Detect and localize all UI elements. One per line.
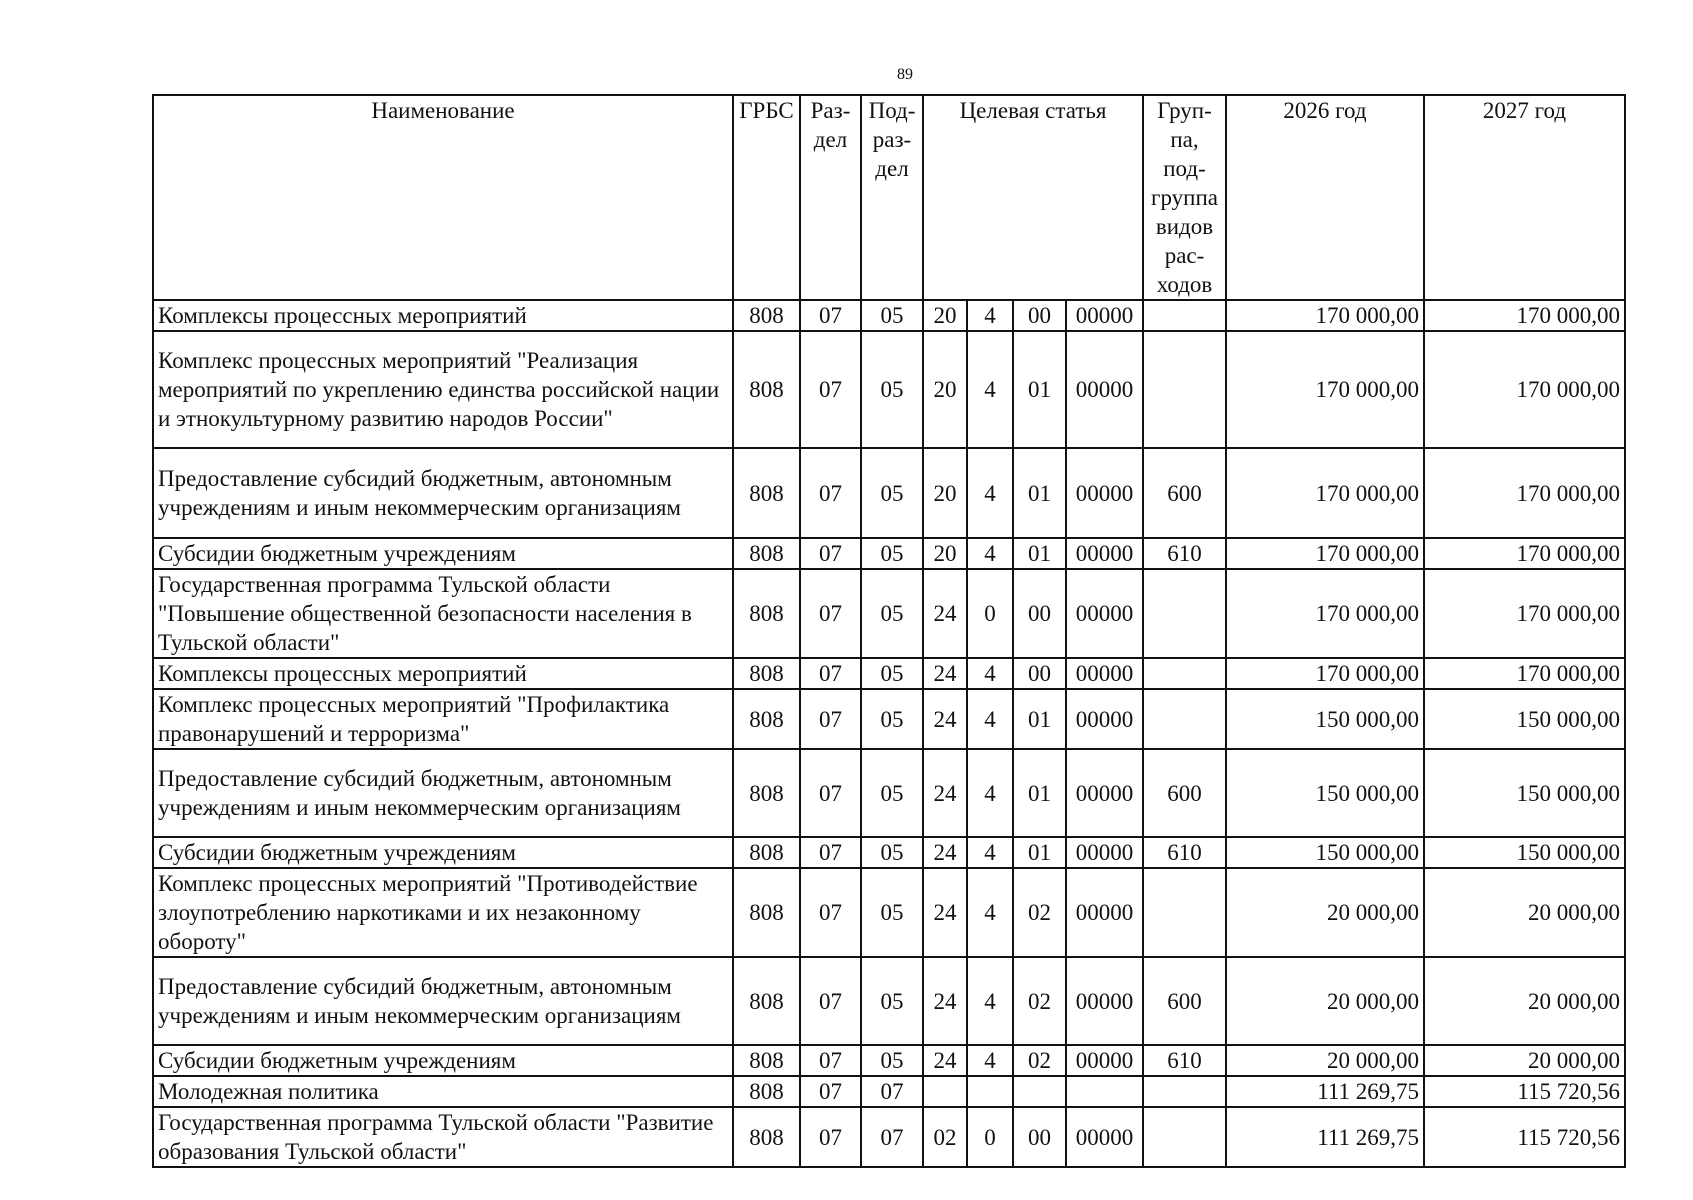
cell-target-direction: 00000 (1066, 300, 1143, 331)
cell-grbs: 808 (733, 569, 800, 658)
cell-target-complex: 02 (1013, 1045, 1066, 1076)
cell-year-2026: 170 000,00 (1226, 658, 1424, 689)
table-row (153, 448, 1625, 538)
cell-year-2027: 20 000,00 (1424, 868, 1625, 957)
cell-expense-group (1143, 1107, 1226, 1167)
cell-grbs: 808 (733, 957, 800, 1045)
cell-target-type: 4 (967, 749, 1013, 837)
cell-target-direction: 00000 (1066, 1107, 1143, 1167)
table-row (153, 689, 1625, 749)
header-year-2026: 2026 год (1226, 95, 1424, 300)
cell-name: Субсидии бюджетным учреждениям (153, 538, 733, 569)
cell-expense-group (1143, 689, 1226, 749)
cell-target-type: 4 (967, 300, 1013, 331)
cell-grbs: 808 (733, 658, 800, 689)
cell-name: Предоставление субсидий бюджетным, автономным учреждениям и иным некоммерческим организациям (153, 749, 733, 837)
table-row (153, 868, 1625, 957)
cell-target-program: 24 (923, 569, 967, 658)
cell-expense-group: 610 (1143, 1045, 1226, 1076)
cell-grbs: 808 (733, 300, 800, 331)
cell-target-program: 24 (923, 689, 967, 749)
cell-target-direction: 00000 (1066, 1045, 1143, 1076)
cell-razdel: 07 (800, 1076, 861, 1107)
page-number: 89 (897, 66, 913, 83)
header-grbs: ГРБС (733, 95, 800, 300)
cell-name: Субсидии бюджетным учреждениям (153, 837, 733, 868)
cell-target-program: 24 (923, 1045, 967, 1076)
header-razdel: Раз-дел (800, 95, 861, 300)
cell-target-direction: 00000 (1066, 658, 1143, 689)
cell-expense-group (1143, 569, 1226, 658)
cell-target-program: 24 (923, 957, 967, 1045)
cell-name: Предоставление субсидий бюджетным, автономным учреждениям и иным некоммерческим организациям (153, 957, 733, 1045)
cell-expense-group (1143, 868, 1226, 957)
cell-razdel: 07 (800, 569, 861, 658)
cell-target-program (923, 1076, 967, 1107)
cell-name: Комплексы процессных мероприятий (153, 300, 733, 331)
cell-target-type: 4 (967, 689, 1013, 749)
cell-year-2027: 150 000,00 (1424, 749, 1625, 837)
cell-razdel: 07 (800, 689, 861, 749)
cell-grbs: 808 (733, 538, 800, 569)
cell-grbs: 808 (733, 749, 800, 837)
cell-target-type: 4 (967, 837, 1013, 868)
cell-year-2026: 20 000,00 (1226, 1045, 1424, 1076)
cell-name: Комплекс процессных мероприятий "Противодействие злоупотреблению наркотиками и их незаконному обороту" (153, 868, 733, 957)
table-header (153, 95, 1625, 300)
cell-target-type: 4 (967, 1045, 1013, 1076)
table-row (153, 957, 1625, 1045)
cell-grbs: 808 (733, 837, 800, 868)
cell-year-2027: 170 000,00 (1424, 300, 1625, 331)
cell-target-type: 4 (967, 538, 1013, 569)
header-target-article: Целевая статья (923, 95, 1143, 300)
cell-target-direction: 00000 (1066, 957, 1143, 1045)
cell-name: Субсидии бюджетным учреждениям (153, 1045, 733, 1076)
cell-podrazdel: 05 (861, 749, 923, 837)
cell-year-2026: 20 000,00 (1226, 868, 1424, 957)
cell-target-complex: 01 (1013, 749, 1066, 837)
cell-expense-group (1143, 658, 1226, 689)
cell-grbs: 808 (733, 689, 800, 749)
cell-target-complex: 01 (1013, 538, 1066, 569)
cell-target-complex: 02 (1013, 868, 1066, 957)
cell-razdel: 07 (800, 331, 861, 448)
cell-expense-group: 600 (1143, 957, 1226, 1045)
cell-target-complex: 01 (1013, 689, 1066, 749)
cell-podrazdel: 05 (861, 331, 923, 448)
cell-year-2027: 170 000,00 (1424, 331, 1625, 448)
table-row (153, 749, 1625, 837)
cell-podrazdel: 05 (861, 957, 923, 1045)
cell-grbs: 808 (733, 1076, 800, 1107)
cell-grbs: 808 (733, 1107, 800, 1167)
cell-target-direction: 00000 (1066, 538, 1143, 569)
cell-target-type: 4 (967, 868, 1013, 957)
cell-year-2027: 150 000,00 (1424, 689, 1625, 749)
cell-razdel: 07 (800, 957, 861, 1045)
cell-razdel: 07 (800, 749, 861, 837)
cell-target-direction: 00000 (1066, 689, 1143, 749)
cell-razdel: 07 (800, 1045, 861, 1076)
cell-expense-group: 610 (1143, 837, 1226, 868)
table-row (153, 569, 1625, 658)
cell-grbs: 808 (733, 331, 800, 448)
table-row (153, 1076, 1625, 1107)
cell-podrazdel: 05 (861, 1045, 923, 1076)
cell-razdel: 07 (800, 300, 861, 331)
table-body (153, 300, 1625, 1167)
cell-target-type: 4 (967, 957, 1013, 1045)
cell-target-program: 24 (923, 749, 967, 837)
cell-year-2027: 170 000,00 (1424, 448, 1625, 538)
cell-target-type: 0 (967, 569, 1013, 658)
cell-year-2026: 170 000,00 (1226, 569, 1424, 658)
cell-grbs: 808 (733, 448, 800, 538)
cell-razdel: 07 (800, 868, 861, 957)
cell-target-complex: 00 (1013, 569, 1066, 658)
cell-target-direction: 00000 (1066, 448, 1143, 538)
cell-year-2027: 170 000,00 (1424, 538, 1625, 569)
cell-grbs: 808 (733, 868, 800, 957)
cell-expense-group (1143, 331, 1226, 448)
cell-year-2026: 150 000,00 (1226, 749, 1424, 837)
cell-target-complex (1013, 1076, 1066, 1107)
cell-target-complex: 00 (1013, 300, 1066, 331)
cell-name: Молодежная политика (153, 1076, 733, 1107)
cell-target-type: 0 (967, 1107, 1013, 1167)
cell-podrazdel: 05 (861, 569, 923, 658)
cell-target-direction: 00000 (1066, 837, 1143, 868)
cell-target-program: 24 (923, 658, 967, 689)
cell-expense-group: 600 (1143, 448, 1226, 538)
header-podrazdel: Под-раз-дел (861, 95, 923, 300)
cell-year-2026: 150 000,00 (1226, 689, 1424, 749)
cell-podrazdel: 07 (861, 1107, 923, 1167)
cell-target-program: 20 (923, 331, 967, 448)
cell-podrazdel: 05 (861, 689, 923, 749)
cell-target-complex: 00 (1013, 658, 1066, 689)
cell-expense-group (1143, 1076, 1226, 1107)
cell-podrazdel: 07 (861, 1076, 923, 1107)
cell-razdel: 07 (800, 658, 861, 689)
header-year-2027: 2027 год (1424, 95, 1625, 300)
cell-target-program: 20 (923, 448, 967, 538)
cell-target-program: 02 (923, 1107, 967, 1167)
table-row (153, 331, 1625, 448)
header-expense-group: Груп-па, под-группа видов рас-ходов (1143, 95, 1226, 300)
cell-year-2026: 170 000,00 (1226, 448, 1424, 538)
table-row (153, 300, 1625, 331)
cell-target-complex: 01 (1013, 837, 1066, 868)
cell-year-2027: 150 000,00 (1424, 837, 1625, 868)
budget-table (152, 94, 1626, 1168)
cell-target-type: 4 (967, 331, 1013, 448)
cell-razdel: 07 (800, 1107, 861, 1167)
cell-name: Комплекс процессных мероприятий "Реализация мероприятий по укреплению единства российской нации и этнокультурному развитию народов России" (153, 331, 733, 448)
cell-year-2027: 115 720,56 (1424, 1076, 1625, 1107)
cell-target-type (967, 1076, 1013, 1107)
cell-target-type: 4 (967, 448, 1013, 538)
cell-year-2026: 170 000,00 (1226, 331, 1424, 448)
cell-year-2027: 20 000,00 (1424, 957, 1625, 1045)
cell-year-2026: 170 000,00 (1226, 538, 1424, 569)
cell-target-complex: 02 (1013, 957, 1066, 1045)
cell-year-2026: 111 269,75 (1226, 1107, 1424, 1167)
table-row (153, 538, 1625, 569)
cell-name: Предоставление субсидий бюджетным, автономным учреждениям и иным некоммерческим организациям (153, 448, 733, 538)
cell-name: Государственная программа Тульской области "Развитие образования Тульской области" (153, 1107, 733, 1167)
cell-expense-group: 610 (1143, 538, 1226, 569)
cell-year-2027: 170 000,00 (1424, 658, 1625, 689)
cell-target-program: 24 (923, 837, 967, 868)
cell-year-2026: 20 000,00 (1226, 957, 1424, 1045)
cell-razdel: 07 (800, 538, 861, 569)
table-row (153, 1107, 1625, 1167)
table-row (153, 658, 1625, 689)
cell-year-2027: 115 720,56 (1424, 1107, 1625, 1167)
table-row (153, 837, 1625, 868)
cell-podrazdel: 05 (861, 538, 923, 569)
cell-target-complex: 01 (1013, 448, 1066, 538)
cell-target-program: 20 (923, 538, 967, 569)
cell-year-2026: 150 000,00 (1226, 837, 1424, 868)
cell-target-direction: 00000 (1066, 868, 1143, 957)
cell-target-direction: 00000 (1066, 331, 1143, 448)
cell-year-2027: 170 000,00 (1424, 569, 1625, 658)
cell-target-direction: 00000 (1066, 569, 1143, 658)
cell-year-2026: 111 269,75 (1226, 1076, 1424, 1107)
cell-razdel: 07 (800, 837, 861, 868)
cell-year-2027: 20 000,00 (1424, 1045, 1625, 1076)
cell-target-complex: 00 (1013, 1107, 1066, 1167)
cell-podrazdel: 05 (861, 300, 923, 331)
cell-target-complex: 01 (1013, 331, 1066, 448)
cell-podrazdel: 05 (861, 658, 923, 689)
table-row (153, 1045, 1625, 1076)
cell-target-program: 24 (923, 868, 967, 957)
cell-name: Комплексы процессных мероприятий (153, 658, 733, 689)
cell-podrazdel: 05 (861, 837, 923, 868)
header-name: Наименование (153, 95, 733, 300)
cell-year-2026: 170 000,00 (1226, 300, 1424, 331)
cell-name: Комплекс процессных мероприятий "Профилактика правонарушений и терроризма" (153, 689, 733, 749)
cell-target-program: 20 (923, 300, 967, 331)
cell-target-direction: 00000 (1066, 749, 1143, 837)
cell-razdel: 07 (800, 448, 861, 538)
cell-expense-group: 600 (1143, 749, 1226, 837)
cell-name: Государственная программа Тульской области "Повышение общественной безопасности населения в Тульской области" (153, 569, 733, 658)
cell-podrazdel: 05 (861, 448, 923, 538)
cell-target-type: 4 (967, 658, 1013, 689)
cell-podrazdel: 05 (861, 868, 923, 957)
cell-target-direction (1066, 1076, 1143, 1107)
cell-grbs: 808 (733, 1045, 800, 1076)
cell-expense-group (1143, 300, 1226, 331)
